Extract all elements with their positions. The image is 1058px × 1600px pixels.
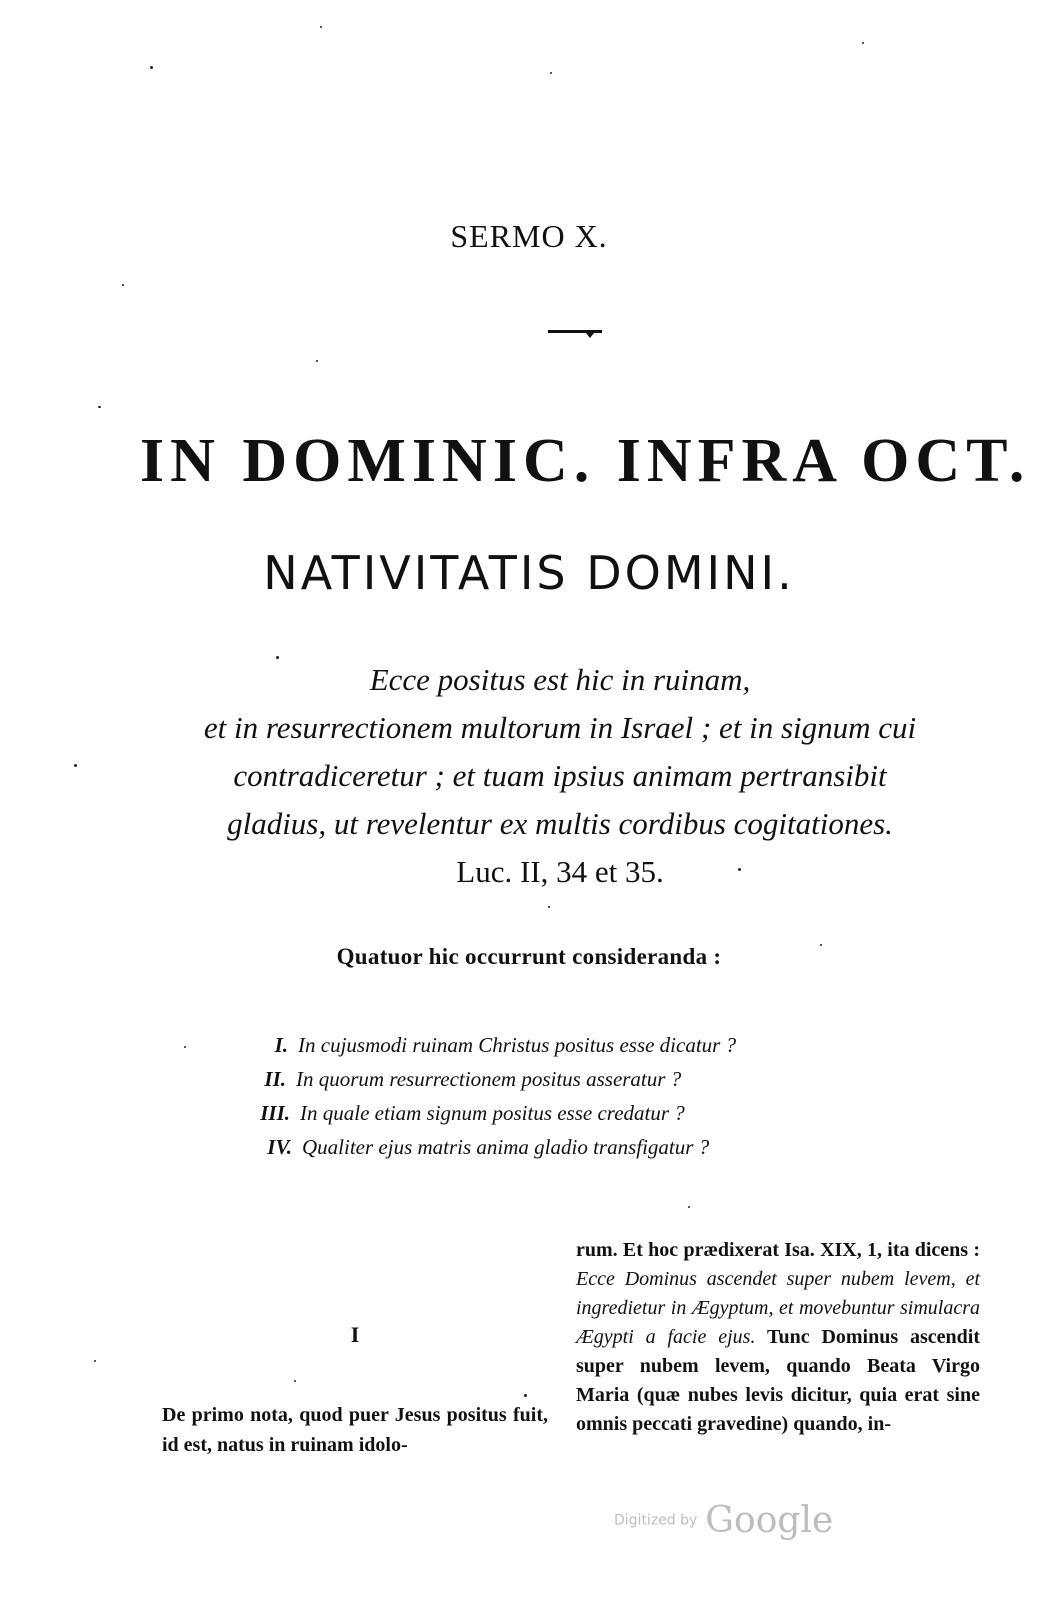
scripture-quote: Ecce Dominus ascendet super nubem levem, et ingredietur in Ægyptum, et movebuntur simulacra Ægypti a facie ejus. — [576, 1268, 980, 1348]
epigraph-line: contradiceretur ; et tuam ipsius animam pertransibit — [233, 758, 887, 793]
scan-speck — [294, 1380, 296, 1382]
right-column — [576, 1236, 980, 1439]
point-text: In cujusmodi ruinam Christus positus esse dicatur ? — [298, 1033, 737, 1057]
scan-speck — [820, 944, 822, 946]
intro-text: Quatuor hic occurrunt consideranda : — [336, 944, 722, 969]
left-column — [162, 1320, 548, 1460]
scan-speck — [320, 26, 322, 28]
scan-speck — [276, 656, 279, 659]
scan-speck — [74, 764, 77, 767]
epigraph-line: gladius, ut revelentur ex multis cordibus cogitationes. — [227, 806, 893, 841]
scan-speck — [184, 1046, 186, 1048]
epigraph-line: Ecce positus est hic in ruinam, — [369, 662, 751, 697]
scan-speck — [738, 868, 741, 871]
scan-speck — [550, 72, 552, 74]
epigraph-reference: Luc. II, 34 et 35. — [456, 854, 664, 889]
right-column-text-b: Tunc Dominus ascendit super nubem levem, quando Beata Virgo Maria (quæ nubes levis dicitur, quia erat sine omnis peccati gravedine) quando, in- — [576, 1326, 980, 1435]
scan-speck — [122, 284, 124, 286]
ornament-rule-tick — [586, 333, 594, 338]
point-number: II. — [264, 1067, 286, 1091]
scan-speck — [94, 1360, 96, 1362]
point-number: IV. — [267, 1135, 292, 1159]
scan-speck — [688, 1206, 690, 1208]
point-number: III. — [260, 1101, 290, 1125]
point-item — [258, 1130, 898, 1164]
title-line-1: IN DOMINIC. INFRA OCT. — [140, 427, 1031, 495]
scan-speck — [316, 360, 318, 362]
point-item — [258, 1062, 898, 1096]
points-list — [258, 1028, 898, 1164]
point-text: In quale etiam signum positus esse credatur ? — [300, 1101, 685, 1125]
scan-speck — [548, 906, 550, 908]
google-logo: Google — [705, 1500, 834, 1541]
point-text: In quorum resurrectionem positus asseratur ? — [296, 1067, 682, 1091]
watermark-prefix: Digitized by — [614, 1512, 698, 1529]
epigraph-line: et in resurrectionem multorum in Israel ; et in signum cui — [203, 710, 917, 745]
section-number: I — [350, 1322, 360, 1347]
scan-speck — [98, 406, 101, 408]
left-column-text: De primo nota, quod puer Jesus positus fuit, id est, natus in ruinam idolo- — [162, 1404, 548, 1456]
title-line-2: NATIVITATIS DOMINI. — [263, 546, 795, 600]
right-column-text-a: rum. Et hoc prædixerat Isa. XIX, 1, ita dicens : — [576, 1239, 980, 1261]
scan-speck — [150, 66, 153, 69]
point-item — [258, 1096, 898, 1130]
epigraph — [120, 656, 1000, 896]
right-column-paragraph — [576, 1236, 980, 1439]
point-text: Qualiter ejus matris anima gladio transfigatur ? — [302, 1135, 710, 1159]
point-number: I. — [274, 1033, 288, 1057]
point-item — [258, 1028, 898, 1062]
digitized-watermark — [614, 1500, 874, 1550]
sermon-number: SERMO X. — [450, 218, 608, 254]
scan-speck — [862, 42, 864, 44]
scan-speck — [524, 1394, 527, 1397]
